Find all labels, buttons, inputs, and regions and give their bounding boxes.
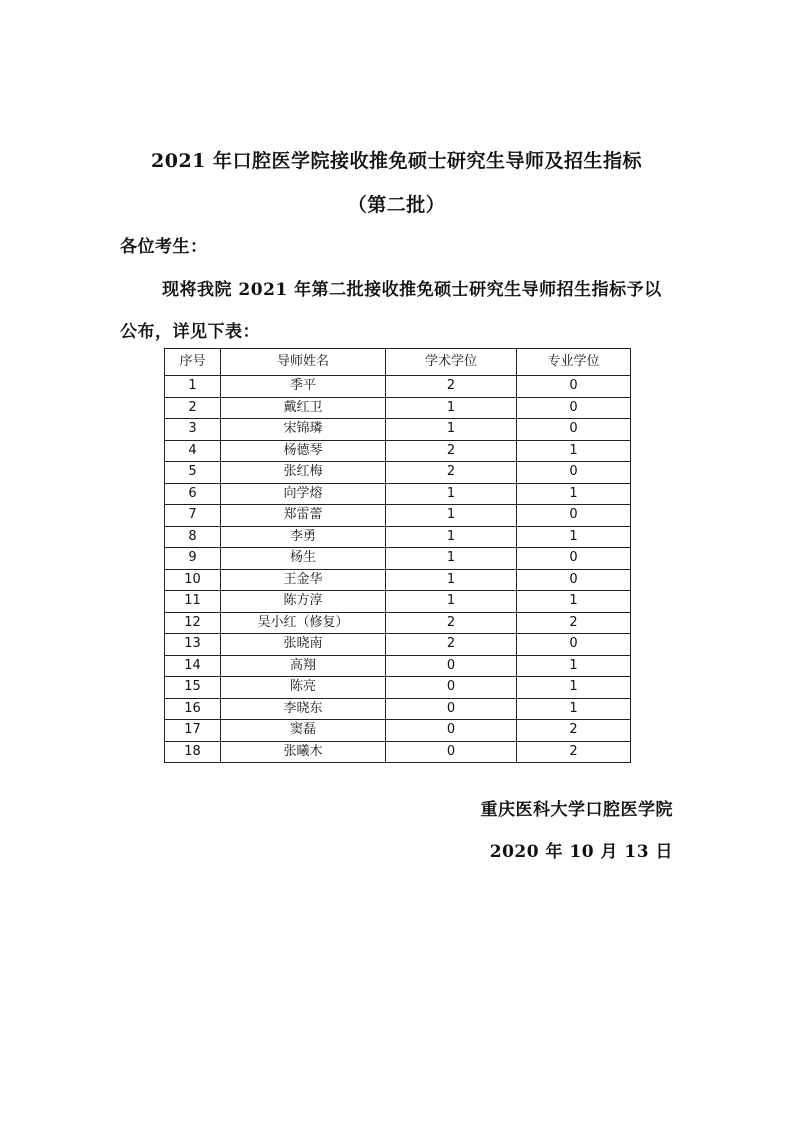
cell-professional-degree: 0 bbox=[517, 462, 631, 484]
cell-professional-degree: 0 bbox=[517, 569, 631, 591]
cell-professional-degree: 0 bbox=[517, 376, 631, 398]
cell-advisor-name: 张晓南 bbox=[221, 634, 386, 656]
cell-academic-degree: 1 bbox=[386, 483, 517, 505]
cell-index: 18 bbox=[165, 741, 221, 763]
table-header-row bbox=[165, 349, 631, 376]
cell-advisor-name: 杨德琴 bbox=[221, 440, 386, 462]
cell-index: 1 bbox=[165, 376, 221, 398]
cell-academic-degree: 2 bbox=[386, 634, 517, 656]
cell-advisor-name: 宋锦璘 bbox=[221, 419, 386, 441]
cell-academic-degree: 0 bbox=[386, 655, 517, 677]
table-row bbox=[165, 720, 631, 742]
cell-academic-degree: 1 bbox=[386, 526, 517, 548]
cell-advisor-name: 季平 bbox=[221, 376, 386, 398]
cell-index: 17 bbox=[165, 720, 221, 742]
cell-academic-degree: 1 bbox=[386, 419, 517, 441]
table-row bbox=[165, 526, 631, 548]
cell-professional-degree: 2 bbox=[517, 612, 631, 634]
table-body bbox=[165, 376, 631, 763]
table-row bbox=[165, 741, 631, 763]
cell-advisor-name: 张曦木 bbox=[221, 741, 386, 763]
cell-advisor-name: 张红梅 bbox=[221, 462, 386, 484]
cell-academic-degree: 0 bbox=[386, 741, 517, 763]
table-row bbox=[165, 505, 631, 527]
cell-advisor-name: 向学熔 bbox=[221, 483, 386, 505]
cell-professional-degree: 0 bbox=[517, 419, 631, 441]
intro-text-line-1: 现将我院 2021 年第二批接收推免硕士研究生导师招生指标予以 bbox=[162, 280, 662, 300]
header-advisor-name: 导师姓名 bbox=[221, 349, 386, 376]
header-index: 序号 bbox=[165, 349, 221, 376]
cell-academic-degree: 2 bbox=[386, 376, 517, 398]
cell-advisor-name: 陈方淳 bbox=[221, 591, 386, 613]
cell-advisor-name: 高翔 bbox=[221, 655, 386, 677]
cell-professional-degree: 1 bbox=[517, 655, 631, 677]
cell-advisor-name: 戴红卫 bbox=[221, 397, 386, 419]
cell-professional-degree: 1 bbox=[517, 677, 631, 699]
cell-index: 10 bbox=[165, 569, 221, 591]
cell-index: 5 bbox=[165, 462, 221, 484]
cell-academic-degree: 0 bbox=[386, 698, 517, 720]
header-academic-degree: 学术学位 bbox=[386, 349, 517, 376]
cell-academic-degree: 0 bbox=[386, 677, 517, 699]
cell-advisor-name: 王金华 bbox=[221, 569, 386, 591]
document-title: 2021 年口腔医学院接收推免硕士研究生导师及招生指标 bbox=[151, 150, 642, 172]
cell-advisor-name: 陈亮 bbox=[221, 677, 386, 699]
cell-professional-degree: 1 bbox=[517, 591, 631, 613]
cell-index: 11 bbox=[165, 591, 221, 613]
cell-professional-degree: 2 bbox=[517, 720, 631, 742]
cell-index: 9 bbox=[165, 548, 221, 570]
cell-academic-degree: 2 bbox=[386, 612, 517, 634]
cell-professional-degree: 0 bbox=[517, 397, 631, 419]
table-row bbox=[165, 376, 631, 398]
cell-index: 8 bbox=[165, 526, 221, 548]
cell-index: 14 bbox=[165, 655, 221, 677]
cell-professional-degree: 1 bbox=[517, 526, 631, 548]
cell-professional-degree: 0 bbox=[517, 634, 631, 656]
cell-index: 12 bbox=[165, 612, 221, 634]
cell-index: 13 bbox=[165, 634, 221, 656]
cell-advisor-name: 窦磊 bbox=[221, 720, 386, 742]
header-professional-degree: 专业学位 bbox=[517, 349, 631, 376]
table-row bbox=[165, 677, 631, 699]
cell-academic-degree: 1 bbox=[386, 397, 517, 419]
table-row bbox=[165, 612, 631, 634]
cell-academic-degree: 1 bbox=[386, 591, 517, 613]
cell-professional-degree: 1 bbox=[517, 483, 631, 505]
document-subtitle: （第二批） bbox=[347, 194, 446, 216]
table-row bbox=[165, 548, 631, 570]
table-row bbox=[165, 483, 631, 505]
table-row bbox=[165, 591, 631, 613]
signature-organization: 重庆医科大学口腔医学院 bbox=[480, 800, 673, 820]
cell-professional-degree: 0 bbox=[517, 505, 631, 527]
table-row bbox=[165, 419, 631, 441]
table-row bbox=[165, 397, 631, 419]
quota-table bbox=[164, 348, 631, 763]
intro-text-line-2: 公布，详见下表： bbox=[120, 322, 260, 342]
greeting: 各位考生： bbox=[120, 237, 208, 257]
cell-professional-degree: 2 bbox=[517, 741, 631, 763]
table-row bbox=[165, 655, 631, 677]
cell-index: 16 bbox=[165, 698, 221, 720]
cell-advisor-name: 郑雷蕾 bbox=[221, 505, 386, 527]
cell-index: 2 bbox=[165, 397, 221, 419]
cell-academic-degree: 2 bbox=[386, 462, 517, 484]
cell-advisor-name: 李晓东 bbox=[221, 698, 386, 720]
cell-academic-degree: 0 bbox=[386, 720, 517, 742]
table-row bbox=[165, 698, 631, 720]
cell-professional-degree: 1 bbox=[517, 440, 631, 462]
table-row bbox=[165, 462, 631, 484]
table-row bbox=[165, 440, 631, 462]
cell-index: 4 bbox=[165, 440, 221, 462]
cell-advisor-name: 杨生 bbox=[221, 548, 386, 570]
cell-academic-degree: 1 bbox=[386, 505, 517, 527]
signature-date: 2020 年 10 月 13 日 bbox=[489, 842, 673, 862]
cell-index: 15 bbox=[165, 677, 221, 699]
cell-professional-degree: 1 bbox=[517, 698, 631, 720]
cell-index: 7 bbox=[165, 505, 221, 527]
cell-advisor-name: 李勇 bbox=[221, 526, 386, 548]
cell-professional-degree: 0 bbox=[517, 548, 631, 570]
cell-advisor-name: 吴小红（修复） bbox=[221, 612, 386, 634]
cell-index: 6 bbox=[165, 483, 221, 505]
table-row bbox=[165, 634, 631, 656]
cell-academic-degree: 2 bbox=[386, 440, 517, 462]
cell-academic-degree: 1 bbox=[386, 548, 517, 570]
cell-academic-degree: 1 bbox=[386, 569, 517, 591]
cell-index: 3 bbox=[165, 419, 221, 441]
table-row bbox=[165, 569, 631, 591]
